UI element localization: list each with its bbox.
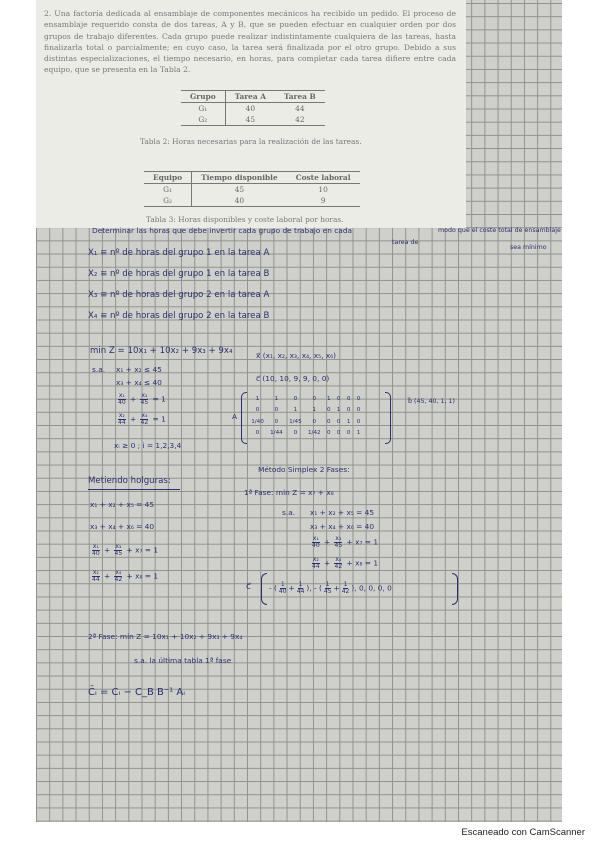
printed-problem-statement [36,0,466,228]
variable-definition: X₂ ≡ nº de horas del grupo 1 en la tarea B [88,269,270,279]
table-3-caption: Tabla 3: Horas disponibles y coste laboral por horas. [146,215,344,224]
matrix-cell: 1 [336,407,341,414]
matrix-cell: 0 [312,418,317,425]
matrix-cell: 0 [326,430,331,437]
phase-one-objective: 1ª Fase: min Z = x₇ + x₈ [244,488,334,497]
matrix-row [248,428,364,439]
table-row [181,103,325,115]
matrix-cell: 0 [293,430,298,437]
matrix-cell: 0 [346,396,351,402]
phase-one-fraction-constraint: $\frac{\text{x₂}}{44}$ + $\frac{\text{x₄}}{42}$ + x₈ = 1 [312,556,379,570]
table-cell: G₂ [144,195,192,207]
phase-two-objective: 2ª Fase: min Z = 10x₁ + 10x₂ + 9x₃ + 9x₄ [88,632,243,641]
table-cell: 40 [245,104,256,113]
c-vector: c⃗ (10, 10, 9, 9, 0, 0) [256,374,330,383]
variable-definition: X₄ ≡ nº de horas del grupo 2 en la tarea B [88,311,270,321]
slack-title: Metiendo holguras: [88,476,171,486]
matrix-cell: 1 [356,430,361,437]
slack-constraint: x₃ + x₄ + x₆ = 40 [90,522,155,531]
constraint: x₃ + x₄ ≤ 40 [116,378,162,387]
method-title: Método Simplex 2 Fases: [258,465,350,474]
nonnegativity: xᵢ ≥ 0 ; i = 1,2,3,4 [114,441,182,450]
table-3-availability [144,171,360,207]
phase-one-cost-vector: - ( $\frac{1}{40}$ + $\frac{1}{44}$ ), - ( $\frac{1}{45}$ + $\frac{1}{42}$ ), 0, 0, 0, 0 [261,573,458,605]
statement-note-c: modo que el coste total de ensamblaje [438,227,561,234]
matrix-cell: 0 [293,396,298,402]
phase-one-constraint: x₁ + x₂ + x₅ = 45 [310,508,375,517]
table-cell: 10 [318,185,328,194]
scanner-watermark: Escaneado con CamScanner [461,827,585,838]
statement-note-d: sea mínimo [510,244,547,251]
sa-label: s.a. [92,365,106,374]
matrix-cell: 0 [356,396,361,402]
matrix-cell: 1 [346,418,351,425]
table-cell: G₁ [144,184,192,196]
constraint: x₁ + x₂ ≤ 45 [116,365,162,374]
table-row [181,114,325,126]
fraction-constraint: $\frac{\text{x₁}}{40}$ + $\frac{\text{x₃}}{45}$ = 1 [118,392,166,406]
matrix-cell: 0 [346,407,351,414]
table-cell: 44 [295,104,305,113]
phase-one-cost-label: c⃗ [246,582,251,592]
reduced-cost-formula: C̄ᵢ = Cᵢ − C_B B⁻¹ Aᵢ [88,687,185,698]
table-cell: 45 [245,115,256,124]
statement-note: Determinar las horas que debe invertir cada grupo de trabajo en cada [92,226,353,235]
phase-one-sa: s.a. [282,508,296,517]
table-cell: 40 [234,196,245,205]
matrix-cell: 0 [255,407,260,414]
matrix-cell: 1/45 [289,418,302,425]
table-cell: G₂ [181,114,225,126]
table-row [144,195,360,207]
matrix-cell: 1 [274,396,279,402]
table-header: Tiempo disponible [192,172,287,184]
slack-title-underline [88,489,180,490]
matrix-cell: 0 [336,396,341,402]
constraint-matrix [241,392,391,442]
x-vector: x⃗ (x₁, x₂, x₃, x₄, x₅, x₆) [256,351,337,360]
slack-constraint: x₁ + x₂ + x₅ = 45 [90,500,155,509]
matrix-cell: 1/40 [251,418,264,425]
table-cell: G₁ [181,103,225,115]
phase-one-constraint: x₃ + x₄ + x₆ = 40 [310,522,375,531]
slack-fraction-constraint: $\frac{\text{x₁}}{40}$ + $\frac{\text{x₃}}{45}$ + x₇ = 1 [92,543,159,557]
matrix-row [248,394,364,405]
matrix-cell: 0 [356,418,361,425]
matrix-cell: 0 [326,418,331,425]
table-2-hours [181,90,325,126]
matrix-cell: 0 [255,430,260,437]
matrix-cell: 0 [274,407,279,414]
table-row [144,184,360,196]
objective-function: min Z = 10x₁ + 10x₂ + 9x₃ + 9x₄ [90,346,233,356]
table-header: Grupo [181,91,225,103]
matrix-cell: 0 [274,418,279,425]
matrix-cell: 0 [326,407,331,414]
table-header: Tarea B [275,91,325,103]
matrix-label: A [232,412,238,421]
table-header: Coste laboral [287,172,360,184]
matrix-cell: 0 [356,407,361,414]
phase-one-fraction-constraint: $\frac{\text{x₁}}{40}$ + $\frac{\text{x₃}}{45}$ + x₇ = 1 [312,535,379,549]
table-2-caption: Tabla 2: Horas necesarias para la realización de las tareas. [140,137,362,146]
matrix-cell: 1 [312,407,317,414]
table-cell: 45 [234,185,245,194]
phase-two-sa: s.a. la última tabla 1ª fase [134,656,232,665]
table-header: Tarea A [225,91,275,103]
matrix-cell: 0 [346,430,351,437]
matrix-cell: 0 [336,430,341,437]
statement-note-b: tarea de [392,239,419,246]
matrix-row [248,417,364,428]
b-vector: b⃗ (45, 40, 1, 1) [408,398,455,405]
matrix-cell: 1 [293,407,298,414]
table-cell: 42 [295,115,305,124]
variable-definition: X₃ ≡ nº de horas del grupo 2 en la tarea A [88,290,270,300]
matrix-cell: 1 [326,396,331,402]
problem-paragraph: 2. Una factoría dedicada al ensamblaje de componentes mecánicos ha recibido un pedido. El proceso de ensamblaje requerido consta de dos tareas, A y B, que se pueden efectuar en cualquier orden por dos grupos de trabajo diferentes. Cada grupo puede realizar indistintamente cualquiera de las tareas, hasta finalizarla total o parcialmente; en cuyo caso, la tarea será finalizada por el otro grupo. Debido a sus distintas especializaciones, el tiempo necesario, en horas, para completar cada tarea difiere entre cada equipo, que se presenta en la Tabla 2. [44,9,456,75]
variable-definition: X₁ ≡ nº de horas del grupo 1 en la tarea A [88,248,270,258]
matrix-cell: 1/44 [270,430,283,437]
matrix-cell: 0 [336,418,341,425]
matrix-cell: 1 [255,396,260,402]
slack-fraction-constraint: $\frac{\text{x₂}}{44}$ + $\frac{\text{x₄}}{42}$ + x₈ = 1 [92,569,159,583]
matrix-cell: 0 [312,396,317,402]
matrix-cell: 1/42 [308,430,321,437]
fraction-constraint: $\frac{\text{x₂}}{44}$ + $\frac{\text{x₄}}{42}$ = 1 [118,412,166,426]
table-header: Equipo [144,172,192,184]
table-cell: 9 [320,196,326,205]
matrix-row [248,405,364,416]
